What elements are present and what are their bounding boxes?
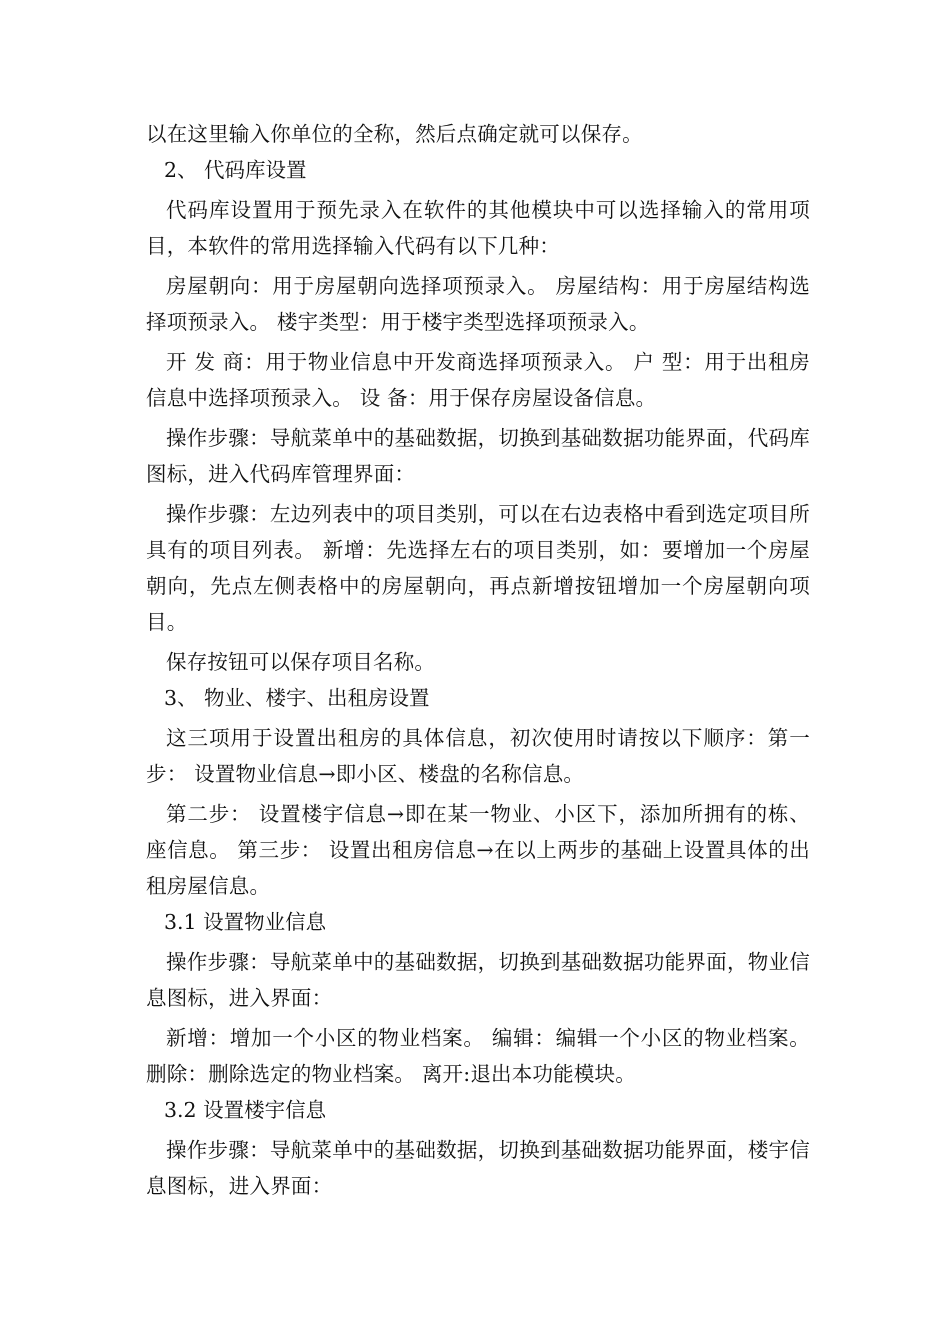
paragraph-steps-building-info: 操作步骤：导航菜单中的基础数据，切换到基础数据功能界面，楼宇信息图标，进入界面： bbox=[146, 1138, 810, 1198]
heading-building-info: 3.2 设置楼宇信息 bbox=[164, 1098, 327, 1122]
paragraph-steps-code-library: 操作步骤：导航菜单中的基础数据，切换到基础数据功能界面，代码库图标，进入代码库管理界面： bbox=[146, 426, 810, 486]
paragraph-step-two-three: 第二步： 设置楼宇信息→即在某一物业、小区下，添加所拥有的栋、座信息。 第三步： 设置出租房信息→在以上两步的基础上设置具体的出租房屋信息。 bbox=[146, 802, 810, 898]
paragraph-property-actions: 新增：增加一个小区的物业档案。 编辑：编辑一个小区的物业档案。 删除：删除选定的物业档案。 离开:退出本功能模块。 bbox=[146, 1026, 810, 1086]
paragraph-developer-types: 开 发 商：用于物业信息中开发商选择项预录入。 户 型：用于出租房信息中选择项预录入。 设 备：用于保存房屋设备信息。 bbox=[146, 350, 810, 410]
paragraph-intro: 以在这里输入你单位的全称，然后点确定就可以保存。 bbox=[146, 122, 643, 146]
paragraph-steps-property-info: 操作步骤：导航菜单中的基础数据，切换到基础数据功能界面，物业信息图标，进入界面： bbox=[146, 950, 810, 1010]
paragraph-save-button: 保存按钮可以保存项目名称。 bbox=[166, 650, 436, 674]
paragraph-steps-left-list: 操作步骤：左边列表中的项目类别，可以在右边表格中看到选定项目所具有的项目列表。 新增：先选择左右的项目类别，如：要增加一个房屋朝向，先点左侧表格中的房屋朝向，再点新增按钮增加一个房屋朝向项目。 bbox=[146, 502, 810, 634]
paragraph-house-types: 房屋朝向：用于房屋朝向选择项预录入。 房屋结构：用于房屋结构选择项预录入。 楼宇类型：用于楼宇类型选择项预录入。 bbox=[146, 274, 810, 334]
paragraph-setup-order: 这三项用于设置出租房的具体信息，初次使用时请按以下顺序：第一步： 设置物业信息→即小区、楼盘的名称信息。 bbox=[146, 726, 810, 786]
heading-code-library: 2、 代码库设置 bbox=[164, 158, 307, 182]
document-body bbox=[146, 116, 810, 1204]
heading-property-setup: 3、 物业、楼宇、出租房设置 bbox=[164, 686, 430, 710]
paragraph-code-library-desc: 代码库设置用于预先录入在软件的其他模块中可以选择输入的常用项目，本软件的常用选择输入代码有以下几种： bbox=[146, 198, 810, 258]
heading-property-info: 3.1 设置物业信息 bbox=[164, 910, 327, 934]
